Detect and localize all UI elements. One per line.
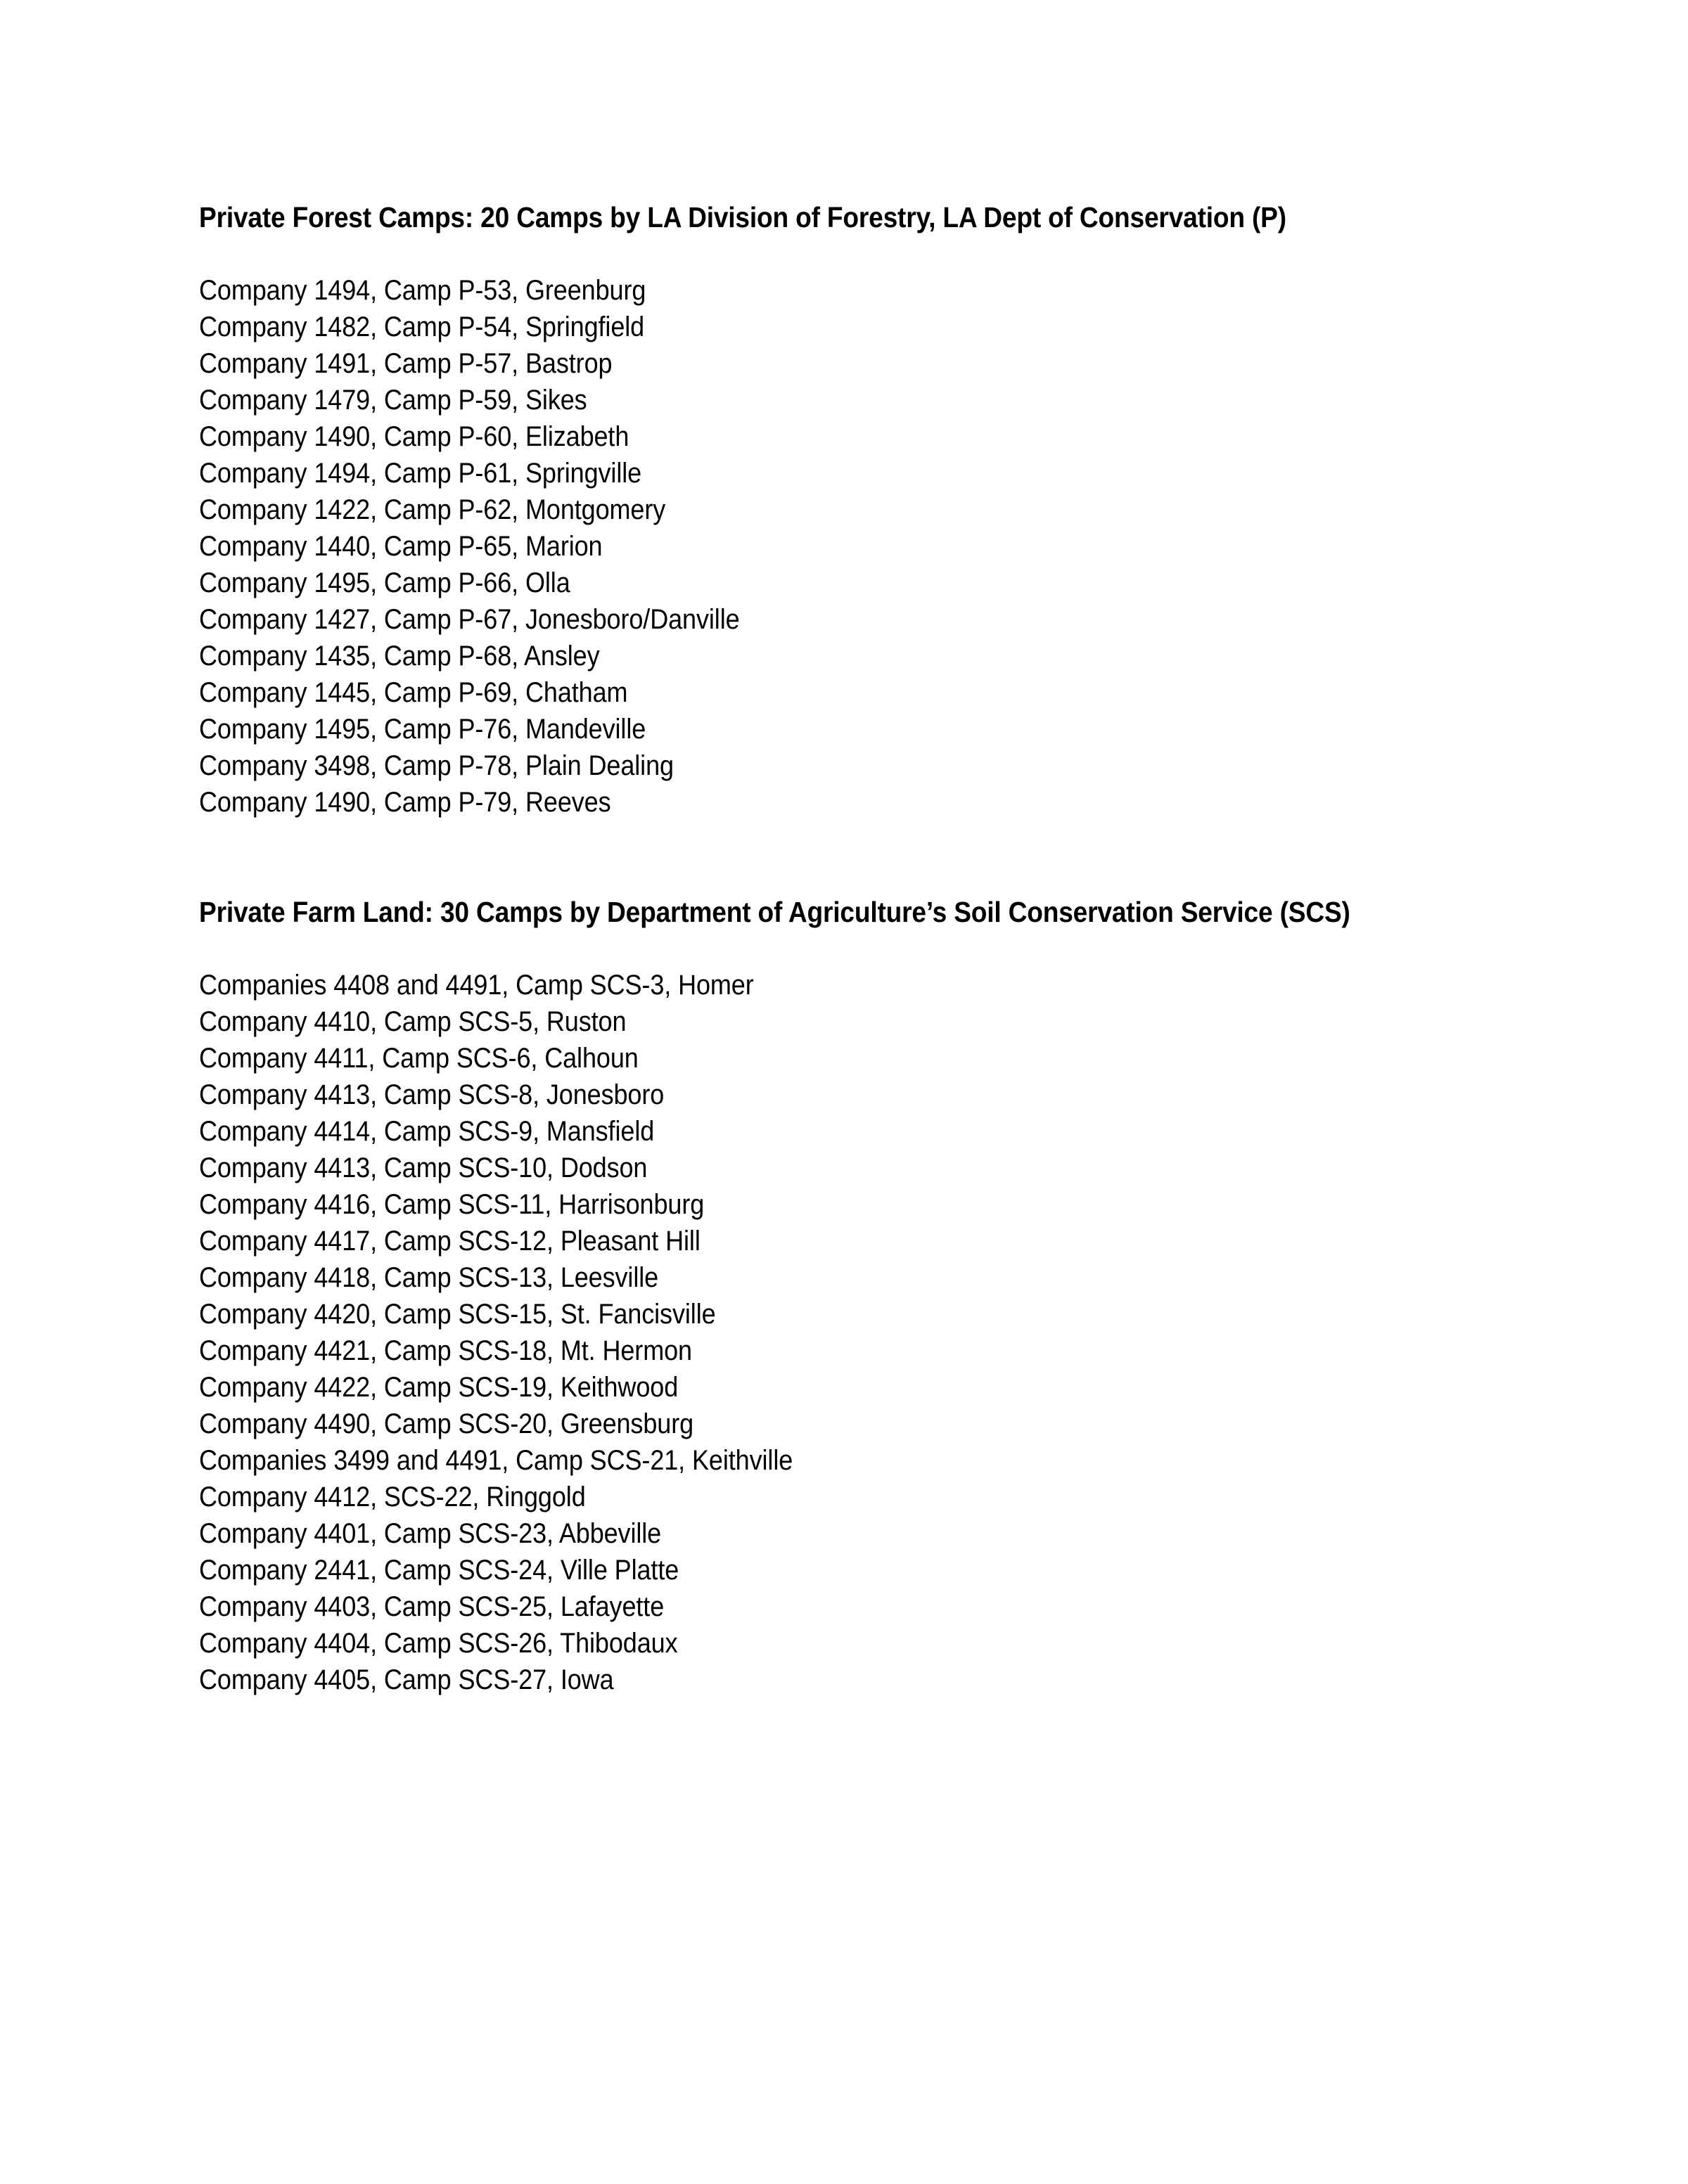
list-item: Company 1490, Camp P-60, Elizabeth	[199, 421, 629, 452]
document-body	[199, 199, 1507, 1698]
list-item: Company 4412, SCS-22, Ringgold	[199, 1482, 586, 1512]
list-item: Company 1435, Camp P-68, Ansley	[199, 641, 600, 672]
list-item: Company 4403, Camp SCS-25, Lafayette	[199, 1591, 665, 1622]
blank-line	[199, 236, 1507, 272]
list-item: Company 3498, Camp P-78, Plain Dealing	[199, 750, 674, 781]
list-item: Company 1494, Camp P-61, Springville	[199, 458, 642, 489]
list-item: Company 4413, Camp SCS-8, Jonesboro	[199, 1079, 665, 1110]
list-item: Company 4416, Camp SCS-11, Harrisonburg	[199, 1189, 705, 1220]
list-item: Company 1422, Camp P-62, Montgomery	[199, 494, 666, 525]
list-item: Company 1491, Camp P-57, Bastrop	[199, 348, 613, 379]
list-item: Company 1479, Camp P-59, Sikes	[199, 385, 587, 416]
list-item: Company 1495, Camp P-66, Olla	[199, 567, 570, 598]
camp-list-private-forest	[199, 272, 1507, 821]
section-gap	[199, 821, 1507, 894]
section-private-forest-camps	[199, 199, 1507, 821]
list-item: Company 4401, Camp SCS-23, Abbeville	[199, 1518, 662, 1549]
list-item: Company 1427, Camp P-67, Jonesboro/Danville	[199, 604, 740, 635]
list-item: Company 1482, Camp P-54, Springfield	[199, 311, 645, 342]
list-item: Company 1495, Camp P-76, Mandeville	[199, 714, 646, 745]
list-item: Company 4421, Camp SCS-18, Mt. Hermon	[199, 1335, 692, 1366]
section-heading-private-forest-camps: Private Forest Camps: 20 Camps by LA Division of Forestry, LA Dept of Conservation (P)	[199, 201, 1286, 233]
list-item: Companies 4408 and 4491, Camp SCS-3, Homer	[199, 970, 754, 1001]
list-item: Company 4410, Camp SCS-5, Ruston	[199, 1006, 627, 1037]
list-item: Companies 3499 and 4491, Camp SCS-21, Keithville	[199, 1445, 793, 1476]
list-item: Company 4404, Camp SCS-26, Thibodaux	[199, 1628, 678, 1659]
blank-line	[199, 930, 1507, 967]
list-item: Company 4490, Camp SCS-20, Greensburg	[199, 1408, 694, 1439]
list-item: Company 1494, Camp P-53, Greenburg	[199, 275, 646, 306]
list-item: Company 1440, Camp P-65, Marion	[199, 531, 603, 562]
list-item: Company 4418, Camp SCS-13, Leesville	[199, 1262, 659, 1293]
list-item: Company 4413, Camp SCS-10, Dodson	[199, 1152, 648, 1183]
list-item: Company 4411, Camp SCS-6, Calhoun	[199, 1043, 639, 1074]
list-item: Company 4417, Camp SCS-12, Pleasant Hill	[199, 1226, 701, 1257]
camp-list-private-farm	[199, 967, 1507, 1698]
section-private-farm-land	[199, 894, 1507, 1698]
list-item: Company 4422, Camp SCS-19, Keithwood	[199, 1372, 679, 1403]
list-item: Company 2441, Camp SCS-24, Ville Platte	[199, 1555, 679, 1586]
list-item: Company 1445, Camp P-69, Chatham	[199, 677, 628, 708]
list-item: Company 1490, Camp P-79, Reeves	[199, 787, 611, 818]
section-heading-private-farm-land: Private Farm Land: 30 Camps by Department of Agriculture’s Soil Conservation Service (SCS)	[199, 896, 1350, 928]
list-item: Company 4405, Camp SCS-27, Iowa	[199, 1664, 614, 1695]
list-item: Company 4420, Camp SCS-15, St. Fancisville	[199, 1299, 716, 1330]
list-item: Company 4414, Camp SCS-9, Mansfield	[199, 1116, 655, 1147]
